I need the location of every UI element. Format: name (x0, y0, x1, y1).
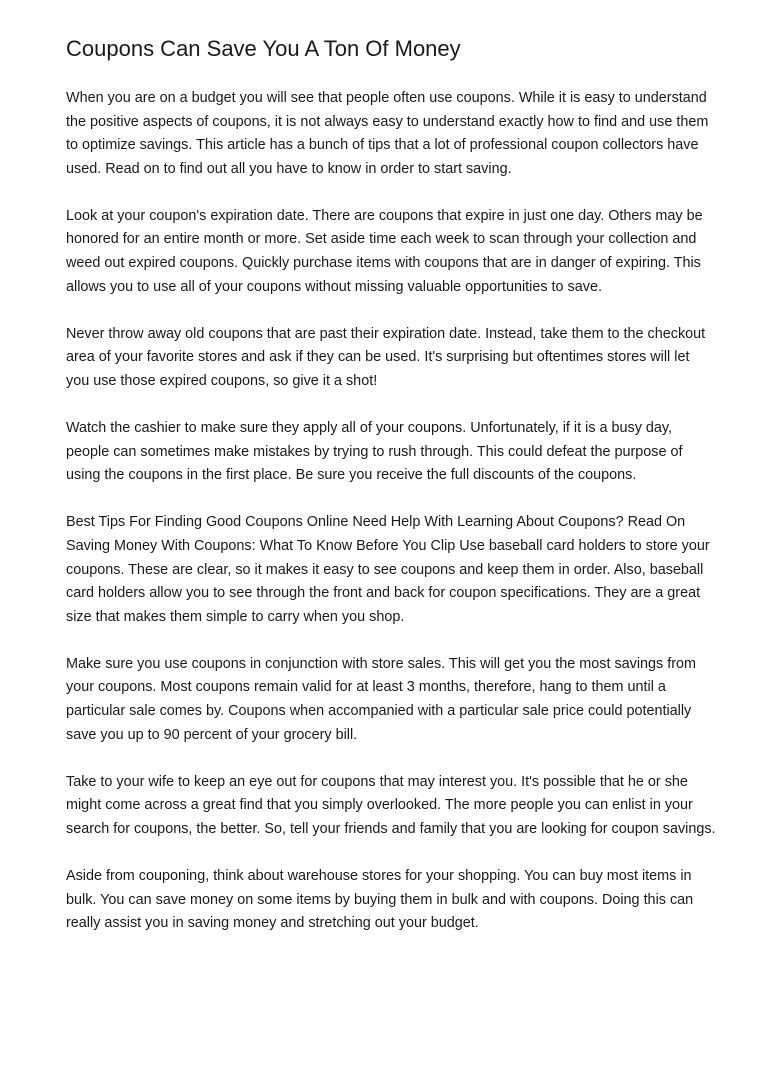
paragraph-expiration-date: Look at your coupon's expiration date. There are coupons that expire in just one day. Others may be honored for an entire month or more. Set aside time each week to scan through your collection and weed out expired coupons. Quickly purchase items with coupons that are in danger of expiring. This allows you to use all of your coupons without missing valuable opportunities to save. (66, 207, 703, 295)
paragraph-baseball-card-holders: Best Tips For Finding Good Coupons Online Need Help With Learning About Coupons? Read On Saving Money With Coupons: What To Know Before You Clip Use baseball card holders to store your coupons. These are clear, so it makes it easy to see coupons and keep them in order. Also, baseball card holders allow you to see through the front and back for coupon specifications. They are a great size that makes them simple to carry when you shop. (66, 514, 710, 625)
page-title: Coupons Can Save You A Ton Of Money (66, 36, 461, 61)
paragraph-intro: When you are on a budget you will see that people often use coupons. While it is easy to understand the positive aspects of coupons, it is not always easy to understand exactly how to find and use them to optimize savings. This article has a bunch of tips that a lot of professional coupon collectors have used. Read on to find out all you have to know in order to start saving. (66, 90, 709, 177)
paragraph-wife-help: Take to your wife to keep an eye out for coupons that may interest you. It's possible that he or she might come across a great find that you simply overlooked. The more people you can enlist in your search for coupons, the better. So, tell your friends and family that you are looking for coupon savings. (66, 773, 716, 837)
paragraph-old-coupons: Never throw away old coupons that are past their expiration date. Instead, take them to the checkout area of your favorite stores and ask if they can be used. It's surprising but oftentimes stores will let you use those expired coupons, so give it a shot! (66, 325, 706, 389)
paragraph-store-sales: Make sure you use coupons in conjunction with store sales. This will get you the most savings from your coupons. Most coupons remain valid for at least 3 months, therefore, hang to them until a particular sale comes by. Coupons when accompanied with a particular sale price could potentially save you up to 90 percent of your grocery bill. (66, 655, 697, 743)
paragraph-warehouse-stores: Aside from couponing, think about warehouse stores for your shopping. You can buy most items in bulk. You can save money on some items by buying them in bulk and with coupons. Doing this can really assist you in saving money and stretching out your budget. (66, 867, 694, 932)
paragraph-watch-cashier: Watch the cashier to make sure they apply all of your coupons. Unfortunately, if it is a busy day, people can sometimes make mistakes by trying to rush through. This could defeat the purpose of using the coupons in the first place. Be sure you receive the full discounts of the coupons. (66, 420, 683, 484)
